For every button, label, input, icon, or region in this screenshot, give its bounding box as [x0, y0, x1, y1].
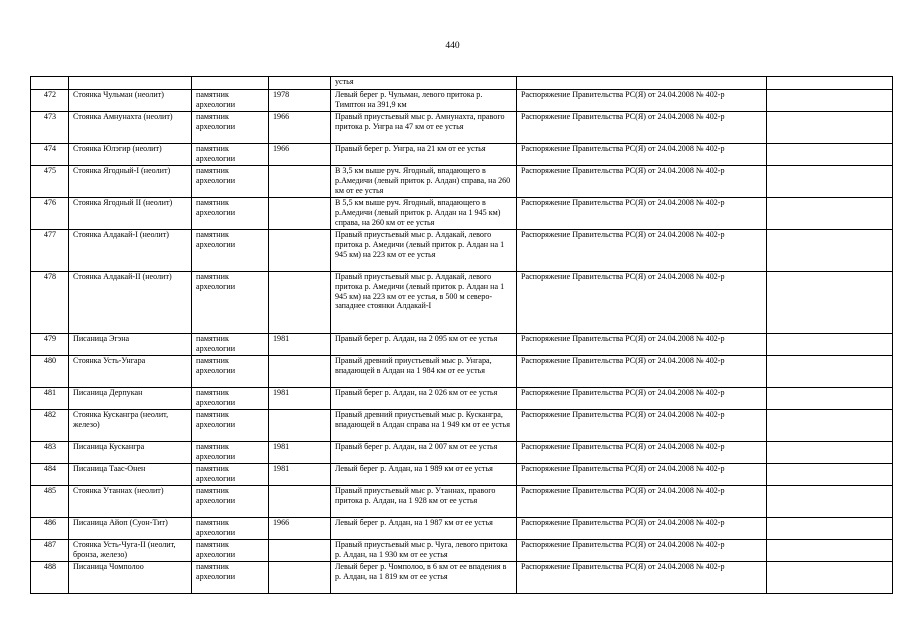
cell-type: памятник археологии	[192, 540, 269, 562]
cell-notes	[767, 540, 893, 562]
cell-name	[69, 77, 192, 90]
cell-type: памятник археологии	[192, 486, 269, 518]
cell-document	[517, 77, 767, 90]
cell-number: 488	[31, 562, 69, 594]
cell-notes	[767, 230, 893, 272]
monuments-table	[30, 76, 893, 594]
table-row	[31, 144, 893, 166]
cell-year	[269, 272, 331, 334]
cell-notes	[767, 486, 893, 518]
cell-number: 479	[31, 334, 69, 356]
cell-type: памятник археологии	[192, 144, 269, 166]
cell-notes	[767, 442, 893, 464]
cell-name: Стоянка Утаннах (неолит)	[69, 486, 192, 518]
cell-year	[269, 486, 331, 518]
cell-year: 1978	[269, 90, 331, 112]
cell-type: памятник археологии	[192, 410, 269, 442]
cell-location: Левый берег р. Алдан, на 1 989 км от ее устья	[331, 464, 517, 486]
cell-document: Распоряжение Правительства РС(Я) от 24.04.2008 № 402-р	[517, 518, 767, 540]
cell-document: Распоряжение Правительства РС(Я) от 24.04.2008 № 402-р	[517, 388, 767, 410]
cell-type: памятник археологии	[192, 112, 269, 144]
cell-year	[269, 562, 331, 594]
table-row	[31, 230, 893, 272]
cell-number: 482	[31, 410, 69, 442]
cell-location: Правый приустьевый мыс р. Алдакай, левого притока р. Амедичи (левый приток р. Алдан на 1 945 км) на 223 км от ее устья, в 500 м северо-западнее стоянки Алдакай-I	[331, 272, 517, 334]
cell-document: Распоряжение Правительства РС(Я) от 24.04.2008 № 402-р	[517, 230, 767, 272]
cell-name: Писаница Эгэна	[69, 334, 192, 356]
cell-year	[269, 198, 331, 230]
cell-year: 1966	[269, 518, 331, 540]
cell-number: 480	[31, 356, 69, 388]
table-row	[31, 90, 893, 112]
cell-location: Левый берег р. Чульман, левого притока р. Тимптон на 391,9 км	[331, 90, 517, 112]
table-row	[31, 166, 893, 198]
cell-year	[269, 166, 331, 198]
cell-document: Распоряжение Правительства РС(Я) от 24.04.2008 № 402-р	[517, 464, 767, 486]
cell-number: 485	[31, 486, 69, 518]
table-row	[31, 410, 893, 442]
cell-name: Стоянка Амнунахта (неолит)	[69, 112, 192, 144]
table-row	[31, 562, 893, 594]
cell-name: Стоянка Усть-Чуга-II (неолит, бронза, железо)	[69, 540, 192, 562]
cell-document: Распоряжение Правительства РС(Я) от 24.04.2008 № 402-р	[517, 144, 767, 166]
table-row	[31, 388, 893, 410]
cell-document: Распоряжение Правительства РС(Я) от 24.04.2008 № 402-р	[517, 562, 767, 594]
cell-notes	[767, 334, 893, 356]
cell-document: Распоряжение Правительства РС(Я) от 24.04.2008 № 402-р	[517, 334, 767, 356]
cell-document: Распоряжение Правительства РС(Я) от 24.04.2008 № 402-р	[517, 486, 767, 518]
cell-notes	[767, 388, 893, 410]
cell-type: памятник археологии	[192, 518, 269, 540]
table-row	[31, 272, 893, 334]
cell-notes	[767, 90, 893, 112]
cell-number	[31, 77, 69, 90]
cell-notes	[767, 198, 893, 230]
cell-location: Правый древний приустьевый мыс р. Унгара, впадающей в Алдан на 1 984 км от ее устья	[331, 356, 517, 388]
cell-name: Писаница Айоп (Суон-Тит)	[69, 518, 192, 540]
cell-type: памятник археологии	[192, 442, 269, 464]
cell-type: памятник археологии	[192, 230, 269, 272]
cell-location: Правый берег р. Алдан, на 2 007 км от ее устья	[331, 442, 517, 464]
table-row	[31, 334, 893, 356]
page-number: 440	[445, 41, 460, 51]
cell-number: 484	[31, 464, 69, 486]
table-row	[31, 486, 893, 518]
cell-name: Писаница Чомполоо	[69, 562, 192, 594]
cell-location: Правый приустьевый мыс р. Амнунахта, правого притока р. Унгра на 47 км от ее устья	[331, 112, 517, 144]
cell-document: Распоряжение Правительства РС(Я) от 24.04.2008 № 402-р	[517, 540, 767, 562]
table-row	[31, 518, 893, 540]
cell-type: памятник археологии	[192, 464, 269, 486]
cell-name: Стоянка Кускангра (неолит, железо)	[69, 410, 192, 442]
cell-document: Распоряжение Правительства РС(Я) от 24.04.2008 № 402-р	[517, 442, 767, 464]
cell-year: 1981	[269, 334, 331, 356]
cell-year: 1981	[269, 464, 331, 486]
cell-number: 477	[31, 230, 69, 272]
cell-location: В 5,5 км выше руч. Ягодный, впадающего в р.Амедичи (левый приток р. Алдан на 1 945 км) справа, на 260 км от ее устья	[331, 198, 517, 230]
cell-document: Распоряжение Правительства РС(Я) от 24.04.2008 № 402-р	[517, 272, 767, 334]
cell-type: памятник археологии	[192, 166, 269, 198]
cell-type: памятник археологии	[192, 198, 269, 230]
cell-year	[269, 230, 331, 272]
table-row	[31, 198, 893, 230]
cell-notes	[767, 166, 893, 198]
table-row	[31, 442, 893, 464]
cell-number: 473	[31, 112, 69, 144]
cell-number: 478	[31, 272, 69, 334]
cell-location: Правый берег р. Алдан, на 2 095 км от ее устья	[331, 334, 517, 356]
cell-number: 474	[31, 144, 69, 166]
cell-document: Распоряжение Правительства РС(Я) от 24.04.2008 № 402-р	[517, 198, 767, 230]
cell-name: Писаница Дерпукан	[69, 388, 192, 410]
cell-number: 476	[31, 198, 69, 230]
cell-number: 472	[31, 90, 69, 112]
cell-notes	[767, 356, 893, 388]
cell-type: памятник археологии	[192, 272, 269, 334]
cell-document: Распоряжение Правительства РС(Я) от 24.04.2008 № 402-р	[517, 90, 767, 112]
cell-year: 1966	[269, 144, 331, 166]
cell-location: Правый приустьевый мыс р. Алдакай, левого притока р. Амедичи (левый приток р. Алдан на 1 945 км) на 223 км от ее устья	[331, 230, 517, 272]
cell-name: Стоянка Ягодный II (неолит)	[69, 198, 192, 230]
cell-location: Правый древний приустьевый мыс р. Кускангра, впадающей в Алдан справа на 1 949 км от ее устья	[331, 410, 517, 442]
table-row	[31, 540, 893, 562]
cell-notes	[767, 144, 893, 166]
cell-notes	[767, 464, 893, 486]
cell-name: Писаница Таас-Онен	[69, 464, 192, 486]
cell-location: Правый берег р. Алдан, на 2 026 км от ее устья	[331, 388, 517, 410]
cell-name: Стоянка Усть-Унгара	[69, 356, 192, 388]
cell-document: Распоряжение Правительства РС(Я) от 24.04.2008 № 402-р	[517, 112, 767, 144]
cell-number: 483	[31, 442, 69, 464]
cell-document: Распоряжение Правительства РС(Я) от 24.04.2008 № 402-р	[517, 356, 767, 388]
cell-notes	[767, 518, 893, 540]
cell-notes	[767, 272, 893, 334]
cell-type	[192, 77, 269, 90]
cell-year	[269, 410, 331, 442]
cell-year	[269, 540, 331, 562]
table-row	[31, 356, 893, 388]
cell-notes	[767, 410, 893, 442]
cell-name: Писаница Кускангра	[69, 442, 192, 464]
cell-notes	[767, 562, 893, 594]
cell-notes	[767, 112, 893, 144]
cell-document: Распоряжение Правительства РС(Я) от 24.04.2008 № 402-р	[517, 166, 767, 198]
cell-number: 481	[31, 388, 69, 410]
cell-location: Правый приустьевый мыс р. Утаннах, правого притока р. Алдан, на 1 928 км от ее устья	[331, 486, 517, 518]
cell-location: Правый приустьевый мыс р. Чуга, левого притока р. Алдан, на 1 930 км от ее устья	[331, 540, 517, 562]
cell-document: Распоряжение Правительства РС(Я) от 24.04.2008 № 402-р	[517, 410, 767, 442]
cell-name: Стоянка Юлэгир (неолит)	[69, 144, 192, 166]
cell-location: Левый берег р. Алдан, на 1 987 км от ее устья	[331, 518, 517, 540]
cell-type: памятник археологии	[192, 388, 269, 410]
table-row	[31, 464, 893, 486]
cell-name: Стоянка Чульман (неолит)	[69, 90, 192, 112]
cell-year: 1981	[269, 442, 331, 464]
cell-name: Стоянка Ягодный-I (неолит)	[69, 166, 192, 198]
cell-year	[269, 77, 331, 90]
cell-name: Стоянка Алдакай-I (неолит)	[69, 230, 192, 272]
cell-year: 1966	[269, 112, 331, 144]
cell-number: 487	[31, 540, 69, 562]
cell-number: 475	[31, 166, 69, 198]
table-body	[31, 77, 893, 594]
cell-year: 1981	[269, 388, 331, 410]
cell-location: устья	[331, 77, 517, 90]
table-row	[31, 77, 893, 90]
cell-type: памятник археологии	[192, 90, 269, 112]
cell-notes	[767, 77, 893, 90]
cell-year	[269, 356, 331, 388]
table-row	[31, 112, 893, 144]
cell-location: В 3,5 км выше руч. Ягодный, впадающего в р.Амедичи (левый приток р. Алдан) справа, на 260 км от ее устья	[331, 166, 517, 198]
cell-name: Стоянка Алдакай-II (неолит)	[69, 272, 192, 334]
cell-type: памятник археологии	[192, 562, 269, 594]
cell-type: памятник археологии	[192, 356, 269, 388]
cell-location: Левый берег р. Чомполоо, в 6 км от ее впадения в р. Алдан, на 1 819 км от ее устья	[331, 562, 517, 594]
cell-number: 486	[31, 518, 69, 540]
cell-type: памятник археологии	[192, 334, 269, 356]
cell-location: Правый берег р. Унгра, на 21 км от ее устья	[331, 144, 517, 166]
